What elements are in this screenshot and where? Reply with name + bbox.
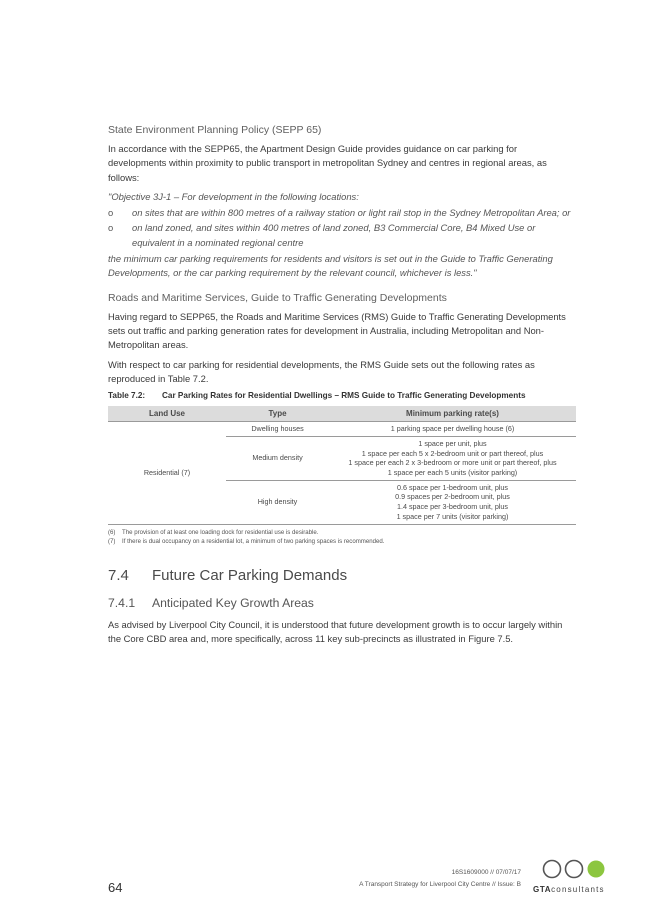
bullet-item [108, 206, 576, 220]
rates-cell [329, 480, 576, 524]
subsection-number: 7.4.1 [108, 595, 136, 610]
parking-rates-table [108, 406, 576, 524]
rate-line: 1 space per each 2 x 3-bedroom or more unit or part thereof, plus [348, 458, 557, 468]
land-use-cell: Residential (7) [108, 422, 226, 524]
header-type: Type [226, 406, 329, 422]
table-caption [108, 391, 576, 400]
table-caption-number: Table 7.2: [108, 391, 146, 401]
rms-para-2: With respect to car parking for residential developments, the RMS Guide sets out the following rates as reproduced in Table 7.2. [108, 358, 535, 384]
logo-light-text: consultants [551, 885, 605, 894]
rate-line: 1 parking space per dwelling house (6) [390, 424, 515, 434]
bullet-text: on sites that are within 800 metres of a railway station or light rail stop in the Sydney Metropolitan Area; or [132, 207, 571, 219]
sepp65-heading: State Environment Planning Policy (SEPP 65) [108, 124, 322, 136]
rates-cell [329, 436, 576, 480]
type-cell: Dwelling houses [226, 422, 329, 437]
subsection-heading-7-4-1 [108, 596, 576, 610]
objective-quote-intro: "Objective 3J-1 – For development in the following locations: [108, 190, 359, 202]
rate-line: 1.4 space per 3-bedroom unit, plus [396, 502, 509, 512]
header-rates: Minimum parking rate(s) [329, 406, 576, 422]
section-heading-7-4 [108, 567, 576, 584]
rate-line: 1 space per each 5 x 2-bedroom unit or part thereof, plus [361, 448, 544, 458]
rate-line: 1 space per 7 units (visitor parking) [396, 511, 509, 521]
type-cell: High density [226, 480, 329, 524]
bullet-item [108, 221, 576, 250]
table-caption-text: Car Parking Rates for Residential Dwellings – RMS Guide to Traffic Generating Developments [162, 391, 526, 401]
footer-doc-title: A Transport Strategy for Liverpool City Centre // Issue: B [359, 881, 521, 889]
rate-line: 1 space per unit, plus [418, 438, 487, 448]
page-content [108, 124, 576, 651]
growth-areas-para: As advised by Liverpool City Council, it is understood that future development growth is to occur largely within the Core CBD area and, more specifically, across 11 key sub-precincts as illustrated in Figure 7.5. [108, 618, 563, 644]
rates-cell [329, 422, 576, 437]
gta-logo-icon [541, 857, 611, 881]
objective-bullet-list [108, 206, 576, 250]
footnote-text: The provision of at least one loading dock for residential use is desirable. [122, 528, 319, 536]
bullet-mark: o [108, 207, 114, 219]
rate-line: 0.9 spaces per 2-bedroom unit, plus [395, 492, 510, 502]
footnote-text: If there is dual occupancy on a residential lot, a minimum of two parking spaces is recommended. [122, 538, 385, 546]
header-land-use: Land Use [108, 406, 226, 422]
table-header-row [108, 406, 576, 422]
objective-quote-end: the minimum car parking requirements for residents and visitors is set out in the Guide to Traffic Generating Developments, or the car parking requirement by the relevant council, whichever is less." [108, 253, 553, 279]
section-title: Future Car Parking Demands [152, 566, 348, 584]
page-number: 64 [108, 880, 123, 895]
footnote-number: (6) [108, 528, 116, 536]
sepp65-intro: In accordance with the SEPP65, the Apartment Design Guide provides guidance on car parking for developments within proximity to public transport in metropolitan Sydney and centres in regional areas, as follows: [108, 143, 547, 183]
footer-ref-code: 16S1609000 // 07/07/17 [451, 869, 521, 876]
bullet-text: on land zoned, and sites within 400 metres of land zoned, B3 Commercial Core, B4 Mixed Use or equivalent in a nominated regional centre [132, 222, 536, 248]
footer-reference [359, 867, 521, 892]
type-cell: Medium density [226, 436, 329, 480]
table-footnotes [108, 528, 576, 547]
rate-line: 0.6 space per 1-bedroom unit, plus [396, 482, 509, 492]
rate-line: 1 space per each 5 units (visitor parking) [387, 468, 518, 478]
gta-logo-text [533, 885, 605, 894]
footnote-number: (7) [108, 538, 116, 546]
logo-bold-text: GTA [533, 885, 552, 894]
subsection-title: Anticipated Key Growth Areas [152, 595, 314, 610]
footnote [108, 528, 576, 537]
table-row [108, 422, 576, 437]
rms-heading: Roads and Maritime Services, Guide to Traffic Generating Developments [108, 291, 447, 304]
footnote [108, 537, 576, 546]
rms-para-1: Having regard to SEPP65, the Roads and Maritime Services (RMS) Guide to Traffic Generating Developments sets out traffic and parking generation rates for development in Australia, including Metropolitan and Non-Metropolitan areas. [108, 310, 566, 351]
gta-logo [533, 857, 619, 897]
section-number: 7.4 [108, 566, 129, 584]
bullet-mark: o [108, 222, 114, 234]
